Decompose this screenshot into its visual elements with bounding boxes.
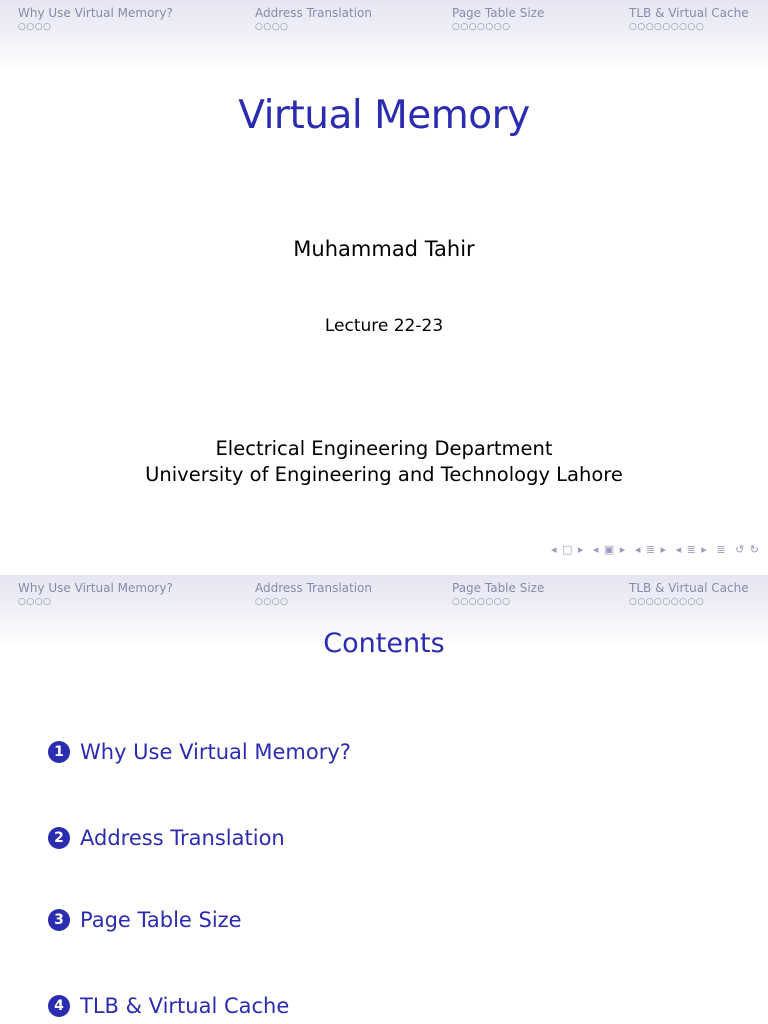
toc-number-badge: 4 — [48, 995, 70, 1017]
nav-section-title: TLB & Virtual Cache — [629, 6, 749, 20]
nav-section-dots: ○○○○○○○○○ — [629, 597, 705, 607]
nav-section-tlb-virtual-cache[interactable] — [629, 6, 749, 33]
nav-section-page-table-size[interactable] — [452, 6, 544, 33]
toc-item-page-table-size[interactable] — [48, 908, 242, 932]
contents-heading: Contents — [323, 628, 445, 659]
nav-section-title: Page Table Size — [452, 6, 545, 20]
nav-section-title: Why Use Virtual Memory? — [18, 6, 173, 20]
toc-item-why-use-virtual-memory[interactable] — [48, 740, 351, 764]
nav-section-tlb-virtual-cache[interactable] — [629, 581, 749, 608]
nav-section-why-use-virtual-memory[interactable] — [18, 581, 173, 608]
presentation-title: Virtual Memory — [238, 93, 530, 138]
nav-section-why-use-virtual-memory[interactable] — [18, 6, 173, 33]
university-name: University of Engineering and Technology Lahore — [145, 463, 623, 486]
section-navigation-bar — [0, 0, 768, 72]
nav-section-title: Why Use Virtual Memory? — [18, 581, 173, 595]
toc-item-label: Page Table Size — [80, 908, 242, 932]
nav-section-title: Address Translation — [255, 6, 372, 20]
toc-number-badge: 3 — [48, 909, 70, 931]
nav-section-title: Page Table Size — [452, 581, 545, 595]
nav-section-title: Address Translation — [255, 581, 372, 595]
toc-item-tlb-virtual-cache[interactable] — [48, 994, 289, 1018]
nav-section-address-translation[interactable] — [255, 581, 372, 608]
toc-item-label: TLB & Virtual Cache — [80, 994, 290, 1018]
nav-section-address-translation[interactable] — [255, 6, 372, 33]
nav-section-dots: ○○○○ — [255, 597, 289, 607]
nav-section-dots: ○○○○○○○ — [452, 22, 511, 32]
nav-section-page-table-size[interactable] — [452, 581, 544, 608]
nav-section-title: TLB & Virtual Cache — [629, 581, 749, 595]
subsection-nav-icon[interactable]: ◂ ▣ ▸ — [592, 543, 627, 556]
department-name: Electrical Engineering Department — [215, 437, 553, 460]
frame-nav-icon[interactable]: ◂ □ ▸ — [550, 543, 585, 556]
nav-section-dots: ○○○○ — [18, 597, 52, 607]
align-icon[interactable]: ≣ — [716, 543, 727, 556]
nav-section-dots: ○○○○ — [18, 22, 52, 32]
nav-section-dots: ○○○○○○○ — [452, 597, 511, 607]
contents-slide — [0, 575, 768, 1024]
section-next-nav-icon[interactable]: ◂ ≣ ▸ — [675, 543, 708, 556]
beamer-navigation-symbols — [547, 543, 760, 556]
nav-section-dots: ○○○○○○○○○ — [629, 22, 705, 32]
section-prev-nav-icon[interactable]: ◂ ≣ ▸ — [634, 543, 668, 556]
author-name: Muhammad Tahir — [293, 237, 475, 261]
search-back-forward-icon[interactable]: ↺ ↻ — [735, 543, 760, 556]
toc-item-address-translation[interactable] — [48, 826, 285, 850]
toc-item-label: Address Translation — [80, 826, 285, 850]
lecture-number: Lecture 22-23 — [324, 316, 444, 336]
nav-section-dots: ○○○○ — [255, 22, 289, 32]
toc-number-badge: 2 — [48, 827, 70, 849]
toc-item-label: Why Use Virtual Memory? — [80, 740, 351, 764]
toc-number-badge: 1 — [48, 741, 70, 763]
institution-block — [0, 436, 768, 488]
